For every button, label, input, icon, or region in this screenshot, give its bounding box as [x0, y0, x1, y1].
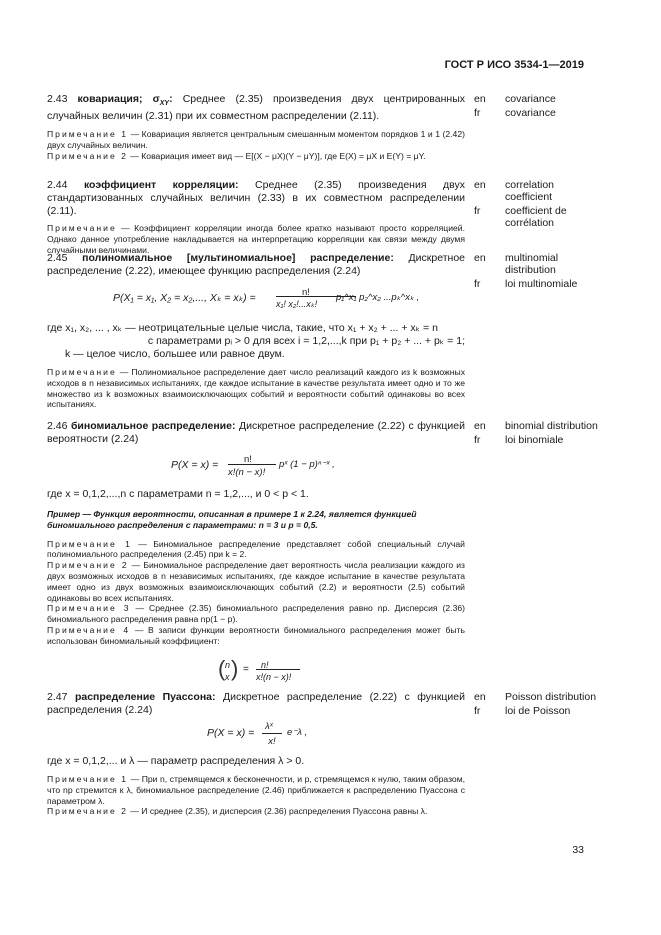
definition-text: Среднее (2.35) произведения двух центрированных случайных величин (2.31) при их совместном распределении (2.11). — [47, 93, 466, 123]
note-label: Примечание — [47, 223, 117, 233]
term: ковариация; σ — [77, 93, 160, 105]
definition: 2.45 полиномиальное [мультиномиальное] распределение: Дискретное распределение (2.22), имеющее функцию распределения (2.24) — [47, 252, 465, 277]
term-fr: coefficient de corrélation — [505, 205, 567, 229]
definition: 2.47 распределение Пуассона: Дискретное распределение (2.22) с функцией распределения (2.24) — [47, 691, 465, 716]
translations-2-47: en Poisson distribution fr loi de Poisson — [474, 691, 604, 719]
term-en: covariance — [505, 93, 556, 105]
example: Пример — Функция вероятности, описанная в примере 1 к 2.24, является функцией биномиального распределения с параметрами: n = 3 и p = 0,5. — [47, 509, 417, 530]
note-label: Примечание 4 — [47, 624, 131, 635]
section-2-43 — [47, 93, 465, 161]
translations-2-46: en binomial distribution fr loi binomiale — [474, 420, 604, 448]
note-label: Примечание 2 — [47, 150, 128, 161]
where-block: где x = 0,1,2,...,n с параметрами n = 1,2,..., и 0 < p < 1. Пример — Функция вероятности, описанная в примере 1 к 2.24, является функцией биномиального распределения с параметрами: n = 3 и p = 0,5. Примечание 1 — Биномиальное распределение представляет собой специальный случай полиномиального распределения (2.45) при k = 2. Примечание 2 — Биномиальное распределение дает вероятность числа реализации каждого из двух возможных исходов в n независимых испытаниях, где каждое испытание в качестве результата имеет одно из двух возможных взаимоисключающих событий (2.2) и вероятности (2.5) событий одинаковы во всех испытаниях. Примечание 3 — Среднее (2.35) биномиального распределения равно np. Дисперсия (2.36) биномиального распределения равна np(1 − p). Примечание 4 — В записи функции вероятности биномиального распределения может быть использован биномиальный коэффициент: — [47, 488, 465, 646]
term-colon: : — [169, 93, 173, 105]
translations-2-43 — [474, 93, 604, 121]
translations-2-44: en correlation coefficient fr coefficient de corrélation — [474, 179, 604, 231]
note-label: Примечание 1 — [47, 538, 132, 549]
term-fr: loi de Poisson — [505, 705, 571, 717]
term-en: binomial distribution — [505, 420, 598, 432]
where-block: где x₁, x₂, ... , xₖ — неотрицательные целые числа, такие, что x₁ + x₂ + ... + xₖ = n с параметрами pᵢ > 0 для всех i = 1,2,...,k при p₁ + p₂ + ... + pₖ = 1; k — целое число, большее или равное двум. Примечание — Полиномиальное распределение дает число реализаций каждого из k возможных исходов в n независимых испытаниях, где каждое испытание в качестве результата имеет одно и то же множество из k возможных взаимоисключающих событий и вероятности событий одинаковы во всех испытаниях. — [47, 322, 465, 410]
term: распределение Пуассона: — [74, 691, 216, 703]
term-en: multinomial distribution — [505, 252, 559, 276]
note: Примечание 1 — При n, стремящемся к бесконечности, и p, стремящемся к нулю, таким образом, что np стремится к λ, биномиальное распределение (2.46) приближается к распределению Пуассона с параметром λ. — [47, 774, 465, 806]
term-number: 2.43 — [47, 93, 68, 105]
translations-2-45: en multinomial distribution fr loi multinomiale — [474, 252, 604, 292]
note: Примечание 1 — Ковариация является центральным смешанным моментом порядков 1 и 1 (2.42) двух случайных величин. — [47, 129, 465, 150]
where-block: где x = 0,1,2,... и λ — параметр распределения λ > 0. Примечание 1 — При n, стремящемся к бесконечности, и p, стремящемся к нулю, таким образом, что np стремится к λ, биномиальное распределение (2.46) приближается к распределению Пуассона с параметром λ. Примечание 2 — И среднее (2.35), и дисперсия (2.36) распределения Пуассона равны λ. — [47, 755, 465, 817]
definition — [47, 93, 465, 123]
section-2-46 — [47, 420, 465, 446]
term-en: correlation coefficient — [505, 179, 555, 203]
section-2-44 — [47, 179, 465, 255]
note: Примечание — Коэффициент корреляции иногда более кратко называют просто корреляцией. Однако данное употребление накладывается на интерпретацию корреляции как связи между двумя случайными величинами. — [47, 223, 465, 255]
note-label: Примечание 3 — [47, 603, 131, 614]
note-label: Примечание 2 — [47, 560, 129, 571]
note: Примечание 4 — В записи функции вероятности биномиального распределения может быть использован биномиальный коэффициент: — [47, 624, 465, 646]
note-label: Примечание 1 — [47, 129, 129, 140]
note: Примечание 2 — И среднее (2.35), и дисперсия (2.36) распределения Пуассона равны λ. — [47, 806, 428, 817]
note: Примечание 1 — Биномиальное распределение представляет собой специальный случай полиномиального распределения (2.45) при k = 2. — [47, 538, 465, 560]
term: биномиальное распределение: — [70, 420, 236, 432]
term-subscript: XY — [159, 100, 170, 108]
note: Примечание — Полиномиальное распределение дает число реализаций каждого из k возможных исходов в n независимых испытаниях, где каждое испытание в качестве результата имеет одно и то же множество из k возможных взаимоисключающих событий и вероятности событий одинаковы во всех испытаниях. — [47, 367, 465, 410]
term: полиномиальное [мультиномиальное] распределение: — [82, 252, 394, 264]
note: Примечание 3 — Среднее (2.35) биномиального распределения равно np. Дисперсия (2.36) биномиального распределения равна np(1 − p). — [47, 603, 465, 625]
term-fr: loi binomiale — [505, 434, 564, 446]
lang-code: fr — [474, 107, 481, 119]
note: Примечание 2 — Ковариация имеет вид — E[(X − μX)(Y − μY)], где E(X) = μX и E(Y) = μY. — [47, 150, 426, 161]
page-number: 33 — [572, 844, 584, 856]
term-fr: loi multinomiale — [505, 278, 578, 290]
section-2-47 — [47, 691, 465, 717]
term-fr: covariance — [505, 107, 556, 119]
note-label: Примечание 1 — [47, 774, 129, 784]
term: коэффициент корреляции: — [83, 179, 239, 191]
note: Примечание 2 — Биномиальное распределение дает вероятность числа реализации каждого из двух возможных исходов в n независимых испытаниях, где каждое испытание в качестве результата имеет одно из двух возможных взаимоисключающих событий (2.2) и вероятности (2.5) событий одинаковы во всех испытаниях. — [47, 560, 465, 603]
definition: 2.46 биномиальное распределение: Дискретное распределение (2.22) с функцией вероятности (2.24) — [47, 420, 465, 445]
note-label: Примечание 2 — [47, 806, 128, 817]
document-header: ГОСТ Р ИСО 3534-1—2019 — [444, 59, 584, 71]
section-2-45 — [47, 252, 465, 278]
definition: 2.44 коэффициент корреляции: Среднее (2.35) произведения двух стандартизованных случайных величин (2.33) в их совместном распределении (2.11). — [47, 179, 465, 217]
term-en: Poisson distribution — [505, 691, 597, 703]
note-label: Примечание — [47, 367, 117, 377]
lang-code: en — [474, 93, 486, 105]
